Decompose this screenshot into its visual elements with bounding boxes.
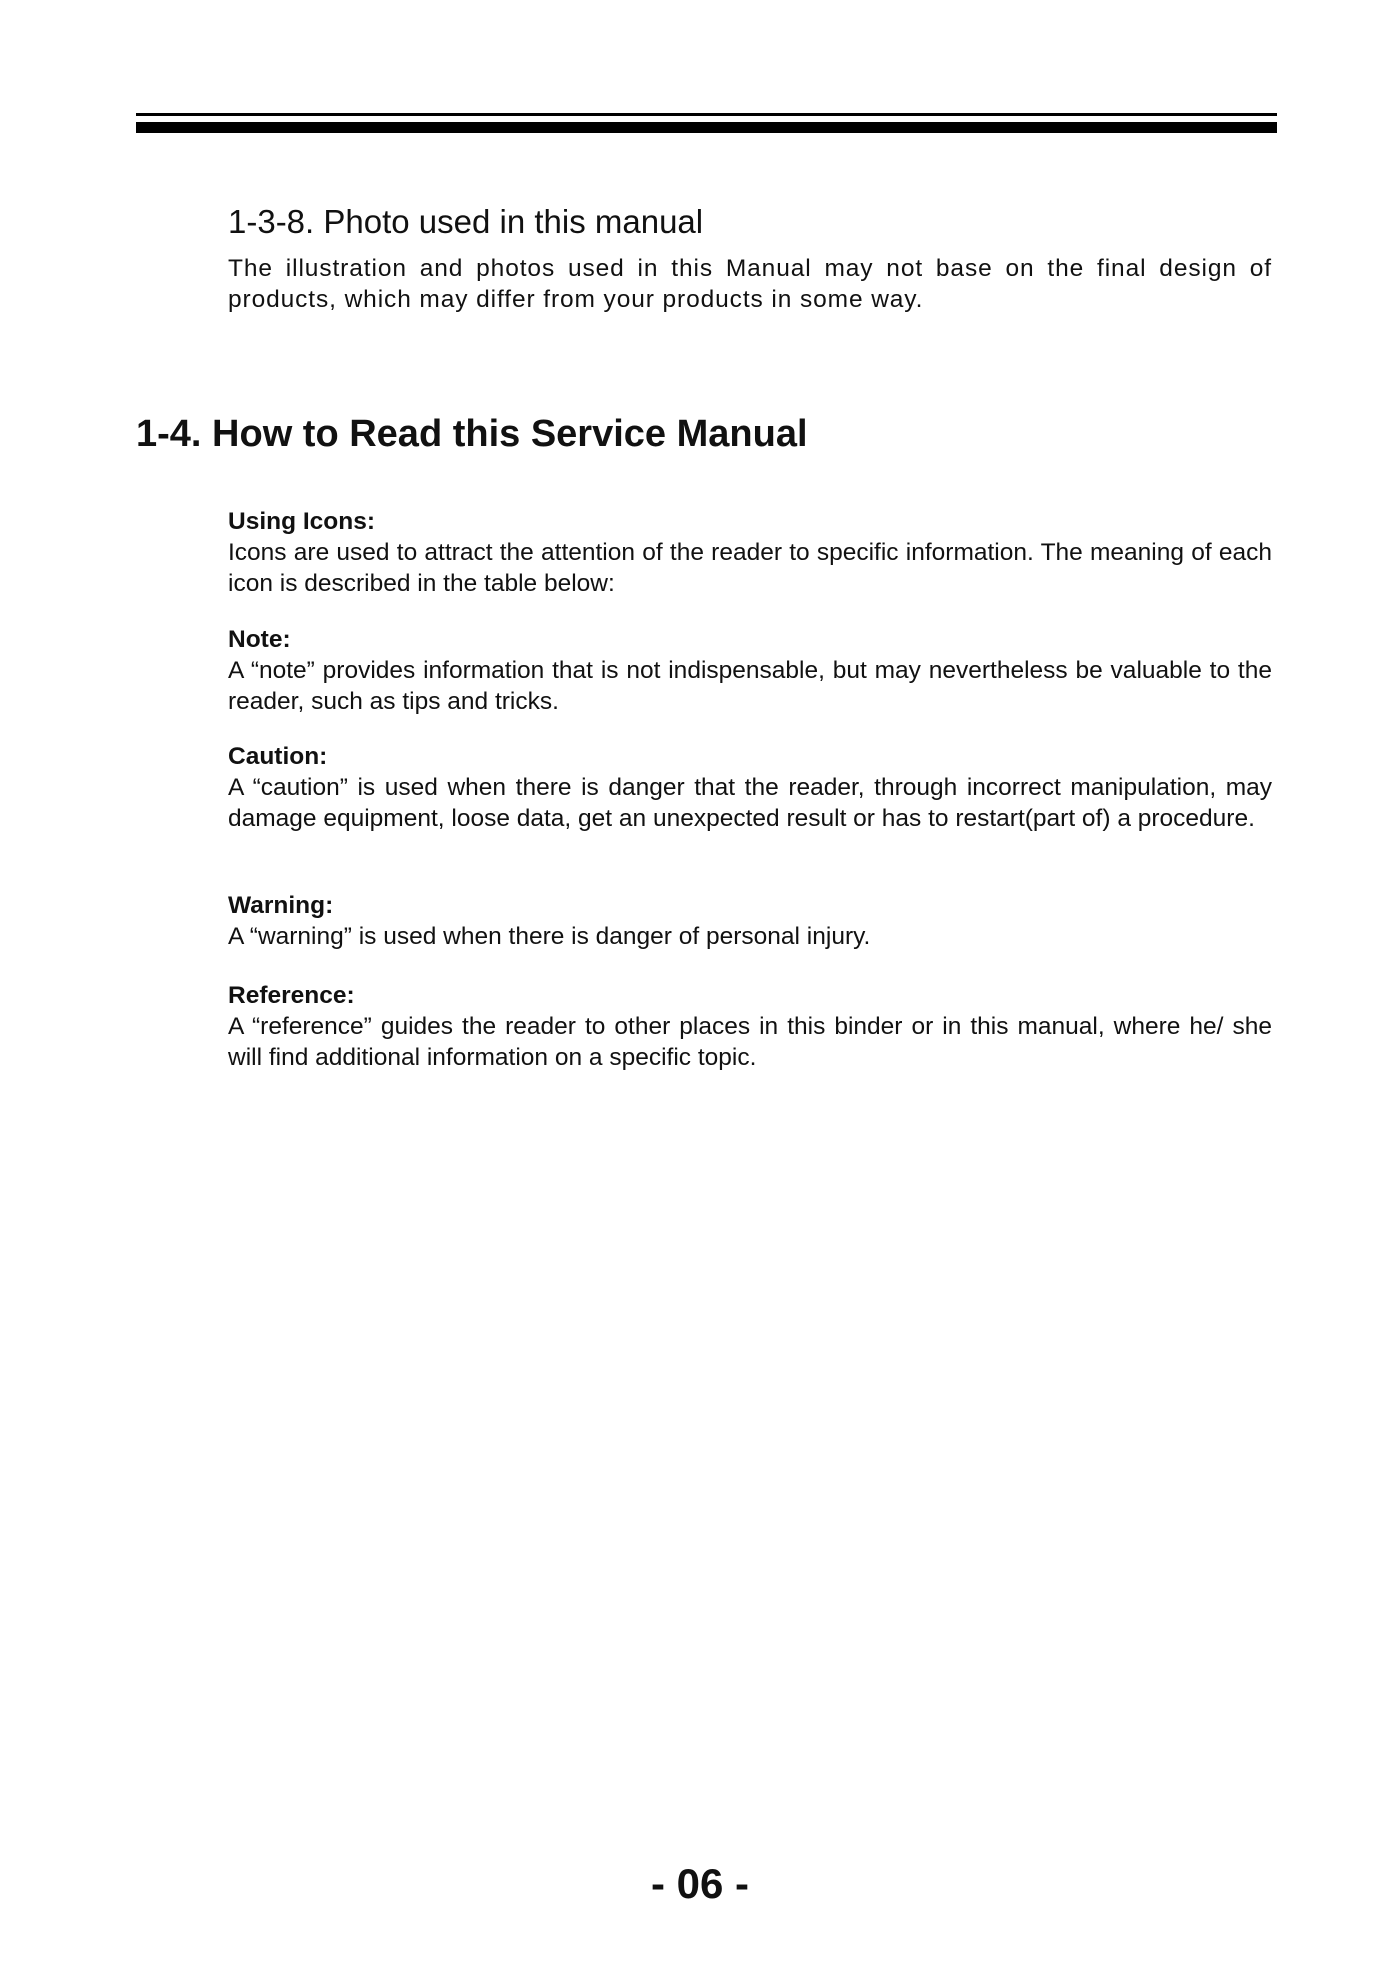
subsection-body: The illustration and photos used in this Manual may not base on the final design of products, which may differ from your products in some way. bbox=[228, 255, 1272, 313]
header-rule-thick bbox=[136, 122, 1277, 133]
warning-text: A “warning” is used when there is danger of personal injury. bbox=[228, 923, 871, 950]
page-number: - 06 - bbox=[650, 1860, 750, 1907]
reference-text: A “reference” guides the reader to other places in this binder or in this manual, where he/ she will find additional information on a specific topic. bbox=[228, 1013, 1272, 1071]
warning-label: Warning: bbox=[228, 892, 334, 919]
caution-label: Caution: bbox=[228, 743, 328, 770]
section-title: 1-4. How to Read this Service Manual bbox=[136, 413, 808, 455]
caution-text: A “caution” is used when there is danger that the reader, through incorrect manipulation, may damage equipment, loose data, get an unexpected result or has to restart(part of) a procedure. bbox=[228, 774, 1272, 832]
header-rule-thin bbox=[136, 113, 1277, 116]
subsection-title: 1-3-8. Photo used in this manual bbox=[228, 203, 704, 240]
note-text: A “note” provides information that is not indispensable, but may nevertheless be valuable to the reader, such as tips and tricks. bbox=[228, 657, 1272, 715]
note-label: Note: bbox=[228, 626, 291, 653]
using-icons-label: Using Icons: bbox=[228, 508, 376, 535]
reference-label: Reference: bbox=[228, 982, 355, 1009]
using-icons-text: Icons are used to attract the attention of the reader to specific information. The meaning of each icon is described in the table below: bbox=[228, 539, 1272, 597]
